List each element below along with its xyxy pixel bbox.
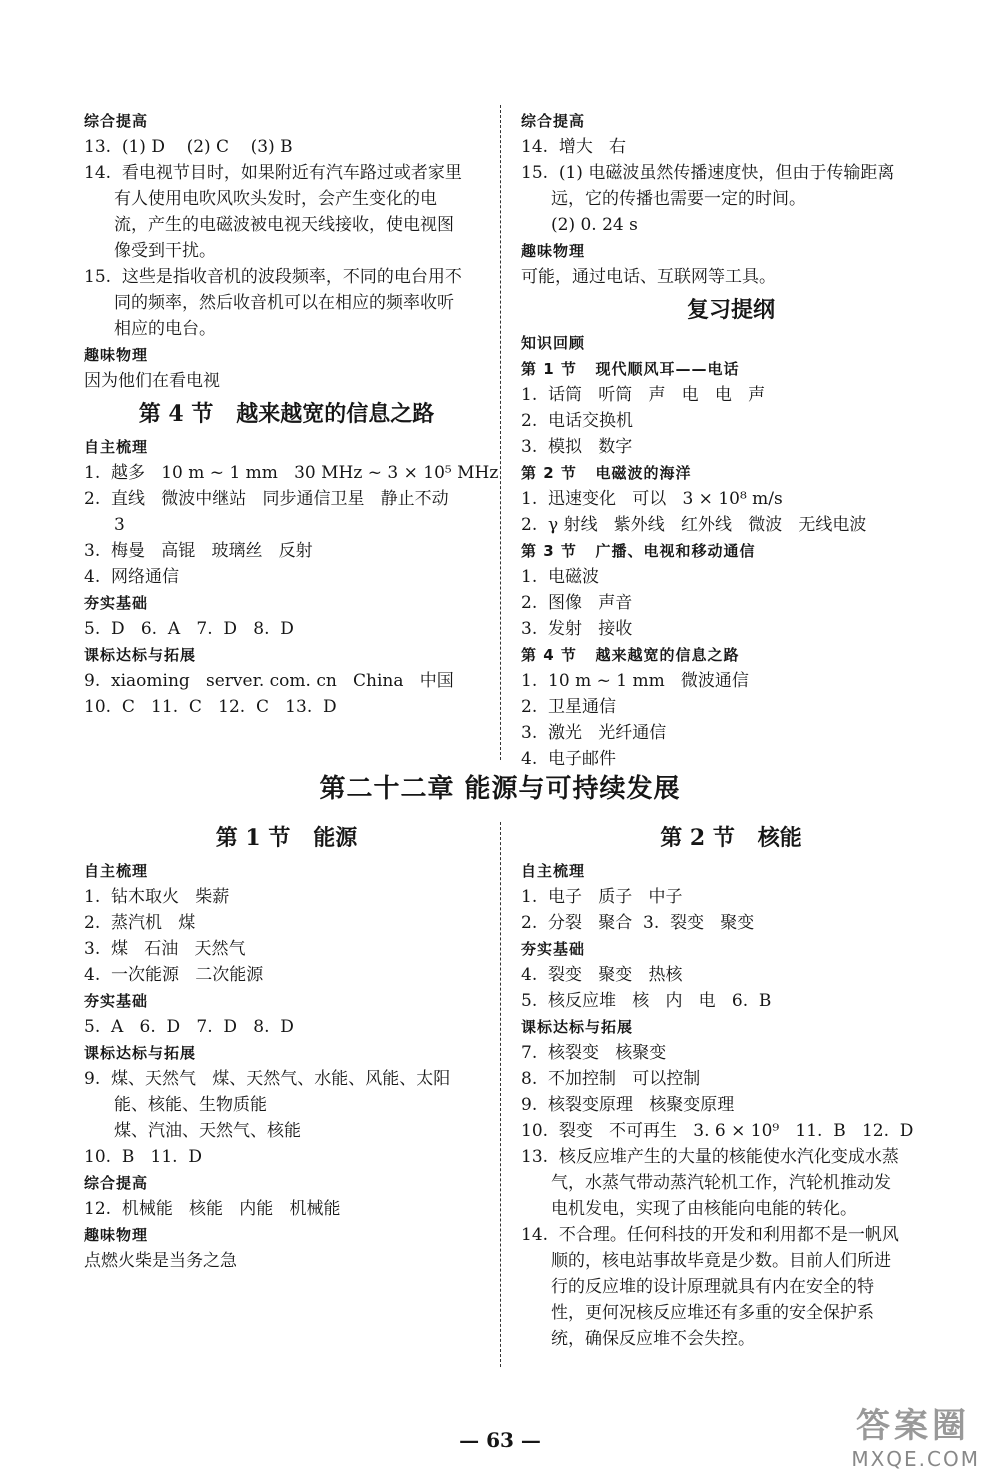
text-line: 可能，通过电话、互联网等工具。 — [521, 267, 776, 287]
answer-line: 3. 模拟 数字 — [521, 437, 633, 457]
answer-line: 2. 电话交换机 — [521, 411, 634, 431]
section-title: 复习提纲 — [686, 297, 775, 323]
bottom-left-column — [84, 818, 489, 1274]
answer-line: 9. xiaoming server. com. cn China 中国 — [84, 671, 454, 691]
answer-line: 2. 卫星通信 — [521, 697, 617, 717]
answer-line: 3. 煤 石油 天然气 — [84, 939, 246, 959]
answer-line: 8. 不加控制 可以控制 — [521, 1069, 701, 1089]
column-divider-bottom — [500, 822, 501, 1367]
answer-continuation: 顺的，核电站事故毕竟是少数。目前人们所进 — [551, 1251, 891, 1271]
answer-continuation: 相应的电台。 — [114, 319, 216, 339]
section-heading: 第 2 节 电磁波的海洋 — [521, 464, 692, 482]
section-title: 第 4 节 越来越宽的信息之路 — [138, 401, 435, 427]
answer-continuation: 有人使用电吹风吹头发时，会产生变化的电 — [114, 189, 437, 209]
section-heading: 夯实基础 — [84, 594, 149, 612]
section-heading: 自主梳理 — [521, 862, 586, 880]
answer-continuation: 能、核能、生物质能 — [114, 1095, 267, 1115]
section-title: 第 2 节 核能 — [660, 825, 802, 851]
answer-line: 5. 核反应堆 核 内 电 6. B — [521, 991, 772, 1011]
section-heading: 课标达标与拓展 — [84, 646, 197, 664]
answer-line: 15. 这些是指收音机的波段频率，不同的电台用不 — [84, 267, 462, 287]
section-heading: 知识回顾 — [521, 334, 586, 352]
answer-continuation: 行的反应堆的设计原理就具有内在安全的特 — [551, 1277, 874, 1297]
text-line: 点燃火柴是当务之急 — [84, 1251, 237, 1271]
column-divider-top — [500, 105, 501, 760]
section-title: 第 1 节 能源 — [215, 825, 358, 851]
answer-line: 4. 电子邮件 — [521, 749, 617, 769]
answer-continuation: 像受到干扰。 — [114, 241, 216, 261]
answer-continuation: 性，更何况核反应堆还有多重的安全保护系 — [551, 1303, 874, 1323]
answer-line: 10. C 11. C 12. C 13. D — [84, 697, 337, 717]
answer-line: 5. A 6. D 7. D 8. D — [84, 1017, 294, 1037]
answer-line: 13. (1) D (2) C (3) B — [84, 137, 293, 157]
top-left-column — [84, 108, 499, 720]
section-heading: 夯实基础 — [521, 940, 586, 958]
answer-line: 1. 钻木取火 柴薪 — [84, 887, 230, 907]
answer-continuation: 同的频率，然后收音机可以在相应的频率收听 — [114, 293, 454, 313]
answer-line: 5. D 6. A 7. D 8. D — [84, 619, 294, 639]
answer-line: 13. 核反应堆产生的大量的核能使水汽化变成水蒸 — [521, 1147, 899, 1167]
section-heading: 夯实基础 — [84, 992, 149, 1010]
answer-continuation: 3 — [114, 515, 125, 535]
section-heading: 课标达标与拓展 — [521, 1018, 634, 1036]
answer-line: 2. 图像 声音 — [521, 593, 633, 613]
answer-line: 1. 电磁波 — [521, 567, 600, 587]
section-heading: 课标达标与拓展 — [84, 1044, 197, 1062]
answer-line: 15. (1) 电磁波虽然传播速度快，但由于传输距离 — [521, 163, 895, 183]
answer-line: 9. 煤、天然气 煤、天然气、水能、风能、太阳 — [84, 1069, 451, 1089]
answer-continuation: 远，它的传播也需要一定的时间。 — [551, 189, 806, 209]
answer-continuation: 气，水蒸气带动蒸汽轮机工作，汽轮机推动发 — [551, 1173, 891, 1193]
answer-line: 14. 看电视节目时，如果附近有汽车路过或者家里 — [84, 163, 462, 183]
answer-line: 2. γ 射线 紫外线 红外线 微波 无线电波 — [521, 515, 867, 535]
watermark-url: MXQE.COM — [851, 1447, 980, 1471]
answer-line: 4. 一次能源 二次能源 — [84, 965, 264, 985]
section-heading: 综合提高 — [84, 1174, 149, 1192]
answer-continuation: 电机发电，实现了由核能向电能的转化。 — [551, 1199, 857, 1219]
answer-line: 1. 迅速变化 可以 3 × 10⁸ m/s — [521, 489, 783, 509]
answer-line: 2. 直线 微波中继站 同步通信卫星 静止不动 — [84, 489, 449, 509]
section-heading: 第 3 节 广播、电视和移动通信 — [521, 542, 756, 560]
answer-continuation: 统，确保反应堆不会失控。 — [551, 1329, 755, 1349]
section-heading: 第 1 节 现代顺风耳——电话 — [521, 360, 740, 378]
answer-line: 14. 不合理。任何科技的开发和利用都不是一帆风 — [521, 1225, 899, 1245]
answer-line: 12. 机械能 核能 内能 机械能 — [84, 1199, 341, 1219]
answer-line: 4. 网络通信 — [84, 567, 180, 587]
section-heading: 趣味物理 — [84, 346, 149, 364]
answer-line: 9. 核裂变原理 核聚变原理 — [521, 1095, 735, 1115]
text-line: 因为他们在看电视 — [84, 371, 220, 391]
answer-line: 14. 增大 右 — [521, 137, 627, 157]
answer-line: 3. 发射 接收 — [521, 619, 633, 639]
answer-line: 3. 激光 光纤通信 — [521, 723, 667, 743]
section-heading: 趣味物理 — [84, 1226, 149, 1244]
answer-line: 2. 蒸汽机 煤 — [84, 913, 196, 933]
answer-line: 1. 电子 质子 中子 — [521, 887, 683, 907]
chapter-title: 第二十二章 能源与可持续发展 — [319, 774, 681, 804]
section-heading: 综合提高 — [84, 112, 149, 130]
section-heading: 自主梳理 — [84, 438, 149, 456]
answer-line: 1. 越多 10 m ~ 1 mm 30 MHz ~ 3 × 10⁵ MHz — [84, 463, 499, 483]
answer-line: 1. 10 m ~ 1 mm 微波通信 — [521, 671, 749, 691]
top-right-column — [521, 108, 941, 772]
answer-line: 1. 话筒 听筒 声 电 电 声 — [521, 385, 766, 405]
answer-line: 2. 分裂 聚合 3. 裂变 聚变 — [521, 913, 755, 933]
section-heading: 趣味物理 — [521, 242, 586, 260]
answer-continuation: 流，产生的电磁波被电视天线接收，使电视图 — [114, 215, 454, 235]
answer-continuation: (2) 0. 24 s — [551, 215, 638, 235]
bottom-right-column — [521, 818, 941, 1352]
page-number: — 63 — — [459, 1428, 541, 1452]
answer-line: 10. B 11. D — [84, 1147, 203, 1167]
answer-continuation: 煤、汽油、天然气、核能 — [114, 1121, 301, 1141]
answer-line: 3. 梅曼 高锟 玻璃丝 反射 — [84, 541, 313, 561]
answer-line: 4. 裂变 聚变 热核 — [521, 965, 683, 985]
section-heading: 自主梳理 — [84, 862, 149, 880]
answer-line: 7. 核裂变 核聚变 — [521, 1043, 667, 1063]
section-heading: 综合提高 — [521, 112, 586, 130]
answer-line: 10. 裂变 不可再生 3. 6 × 10⁹ 11. B 12. D — [521, 1121, 914, 1141]
watermark-logo: 答案圈 — [856, 1406, 970, 1446]
section-heading: 第 4 节 越来越宽的信息之路 — [521, 646, 740, 664]
